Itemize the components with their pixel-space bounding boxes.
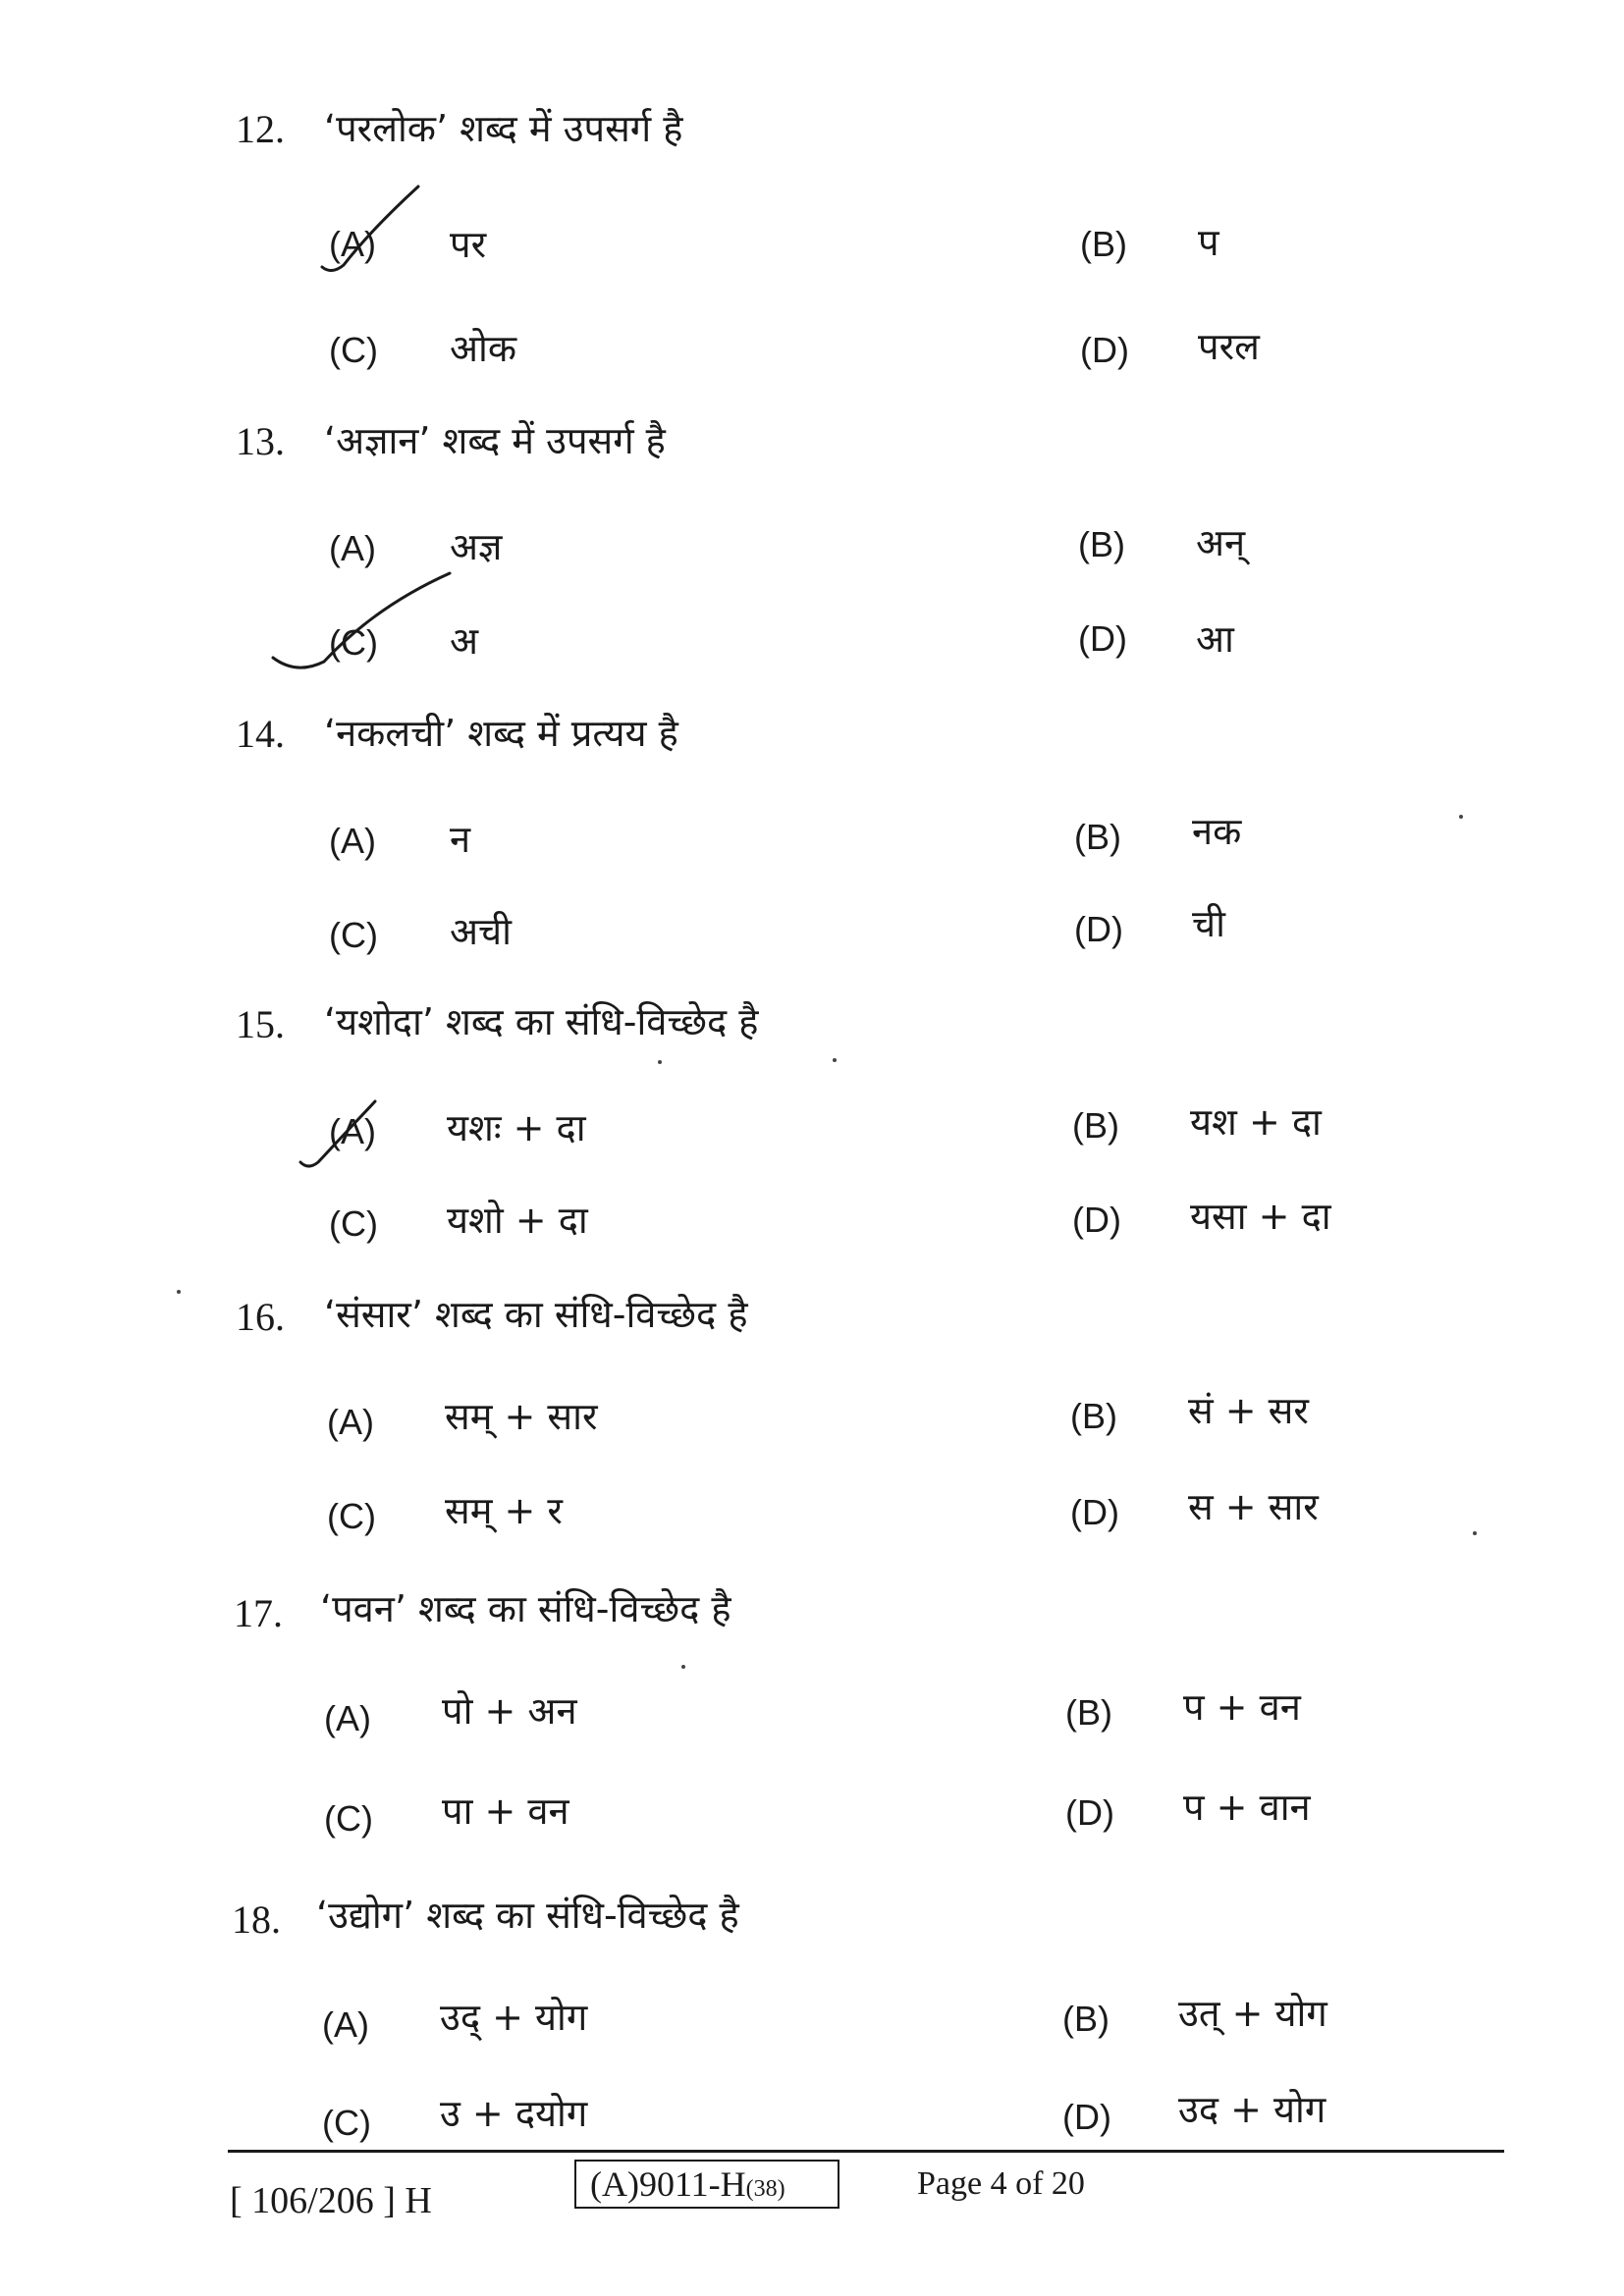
option-text-c: सम् + र bbox=[445, 1489, 563, 1532]
option-label-b: (B) bbox=[1080, 224, 1127, 264]
option-text-b: अन् bbox=[1196, 521, 1246, 564]
scan-speck bbox=[658, 1060, 662, 1064]
option-text-c: यशो + दा bbox=[447, 1199, 588, 1242]
question-text: ‘परलोक’ शब्द में उपसर्ग है bbox=[324, 107, 683, 150]
option-text-a: अज्ञ bbox=[450, 525, 503, 568]
option-label-d: (D) bbox=[1072, 1200, 1121, 1240]
option-text-d: उद + योग bbox=[1178, 2088, 1326, 2131]
option-label-d: (D) bbox=[1074, 909, 1123, 949]
option-label-c: (C) bbox=[329, 330, 378, 370]
footer-code-sub: (38) bbox=[745, 2176, 785, 2202]
option-label-d: (D) bbox=[1065, 1792, 1114, 1833]
question-number: 15. bbox=[236, 1002, 285, 1046]
option-text-d: प + वान bbox=[1183, 1786, 1311, 1829]
option-text-a: उद् + योग bbox=[440, 1996, 588, 2039]
option-label-b: (B) bbox=[1062, 1999, 1110, 2039]
footer-code-main: (A)9011-H bbox=[590, 2164, 746, 2204]
question-text: ‘संसार’ शब्द का संधि-विच्छेद है bbox=[324, 1293, 748, 1336]
footer-code-box bbox=[574, 2160, 839, 2209]
footer-rule bbox=[228, 2150, 1504, 2153]
option-text-d: यसा + दा bbox=[1190, 1195, 1331, 1238]
option-label-a: (A) bbox=[322, 2004, 369, 2045]
option-label-c: (C) bbox=[329, 915, 378, 955]
option-text-b: प bbox=[1198, 221, 1219, 264]
option-text-c: पा + वन bbox=[442, 1789, 569, 1833]
footer-paper-ref: [ 106/206 ] H bbox=[230, 2180, 432, 2221]
option-label-a: (A) bbox=[329, 528, 376, 568]
option-label-a: (A) bbox=[324, 1698, 371, 1738]
footer-code bbox=[590, 2163, 785, 2205]
option-text-c: अची bbox=[450, 910, 513, 953]
option-label-b: (B) bbox=[1074, 817, 1121, 857]
option-text-d: ची bbox=[1192, 902, 1225, 945]
question-text: ‘यशोदा’ शब्द का संधि-विच्छेद है bbox=[324, 1000, 759, 1043]
option-text-a: न bbox=[450, 818, 471, 861]
option-text-d: स + सार bbox=[1188, 1485, 1319, 1528]
option-label-d: (D) bbox=[1062, 2097, 1111, 2137]
option-label-c: (C) bbox=[329, 1203, 378, 1244]
option-text-c: उ + दयोग bbox=[440, 2092, 588, 2135]
scan-speck bbox=[681, 1665, 685, 1669]
question-number: 14. bbox=[236, 712, 285, 756]
question-number: 13. bbox=[236, 419, 285, 463]
option-label-d: (D) bbox=[1080, 330, 1129, 370]
question-number: 16. bbox=[236, 1295, 285, 1339]
option-text-c: ओक bbox=[450, 327, 517, 370]
question-number: 18. bbox=[232, 1897, 281, 1942]
option-label-d: (D) bbox=[1070, 1492, 1119, 1532]
option-text-b: सं + सर bbox=[1188, 1389, 1309, 1432]
question-number: 17. bbox=[234, 1591, 283, 1635]
option-text-a: पर bbox=[450, 223, 487, 266]
question-text: ‘नकलची’ शब्द में प्रत्यय है bbox=[324, 712, 678, 755]
question-text: ‘पवन’ शब्द का संधि-विच्छेद है bbox=[320, 1587, 731, 1630]
option-text-b: प + वन bbox=[1183, 1685, 1301, 1729]
option-text-b: नक bbox=[1192, 810, 1242, 853]
option-label-d: (D) bbox=[1078, 618, 1127, 659]
option-text-a: यशः + दा bbox=[447, 1106, 586, 1149]
question-number: 12. bbox=[236, 107, 285, 151]
footer-page-label: Page 4 of 20 bbox=[917, 2165, 1085, 2202]
option-text-d: परल bbox=[1198, 325, 1260, 368]
scan-speck bbox=[1459, 815, 1463, 819]
question-text: ‘अज्ञान’ शब्द में उपसर्ग है bbox=[324, 419, 666, 462]
option-label-a: (A) bbox=[327, 1402, 374, 1442]
option-text-c: अ bbox=[450, 619, 479, 663]
option-label-c: (C) bbox=[329, 622, 378, 663]
question-text: ‘उद्योग’ शब्द का संधि-विच्छेद है bbox=[316, 1894, 739, 1937]
scan-speck bbox=[1473, 1531, 1477, 1535]
option-text-a: सम् + सार bbox=[445, 1395, 598, 1438]
option-label-c: (C) bbox=[327, 1496, 376, 1536]
option-label-b: (B) bbox=[1072, 1105, 1119, 1146]
option-text-b: उत् + योग bbox=[1178, 1992, 1327, 2035]
option-text-a: पो + अन bbox=[442, 1689, 577, 1733]
option-label-c: (C) bbox=[324, 1798, 373, 1839]
option-label-b: (B) bbox=[1070, 1396, 1117, 1436]
option-label-b: (B) bbox=[1078, 524, 1125, 564]
option-text-d: आ bbox=[1196, 617, 1234, 661]
scan-speck bbox=[833, 1058, 837, 1062]
option-label-a: (A) bbox=[329, 821, 376, 861]
option-text-b: यश + दा bbox=[1190, 1100, 1322, 1144]
option-label-c: (C) bbox=[322, 2103, 371, 2143]
option-label-b: (B) bbox=[1065, 1692, 1112, 1733]
option-label-a: (A) bbox=[329, 224, 376, 264]
option-label-a: (A) bbox=[329, 1111, 376, 1151]
scan-speck bbox=[177, 1290, 181, 1294]
